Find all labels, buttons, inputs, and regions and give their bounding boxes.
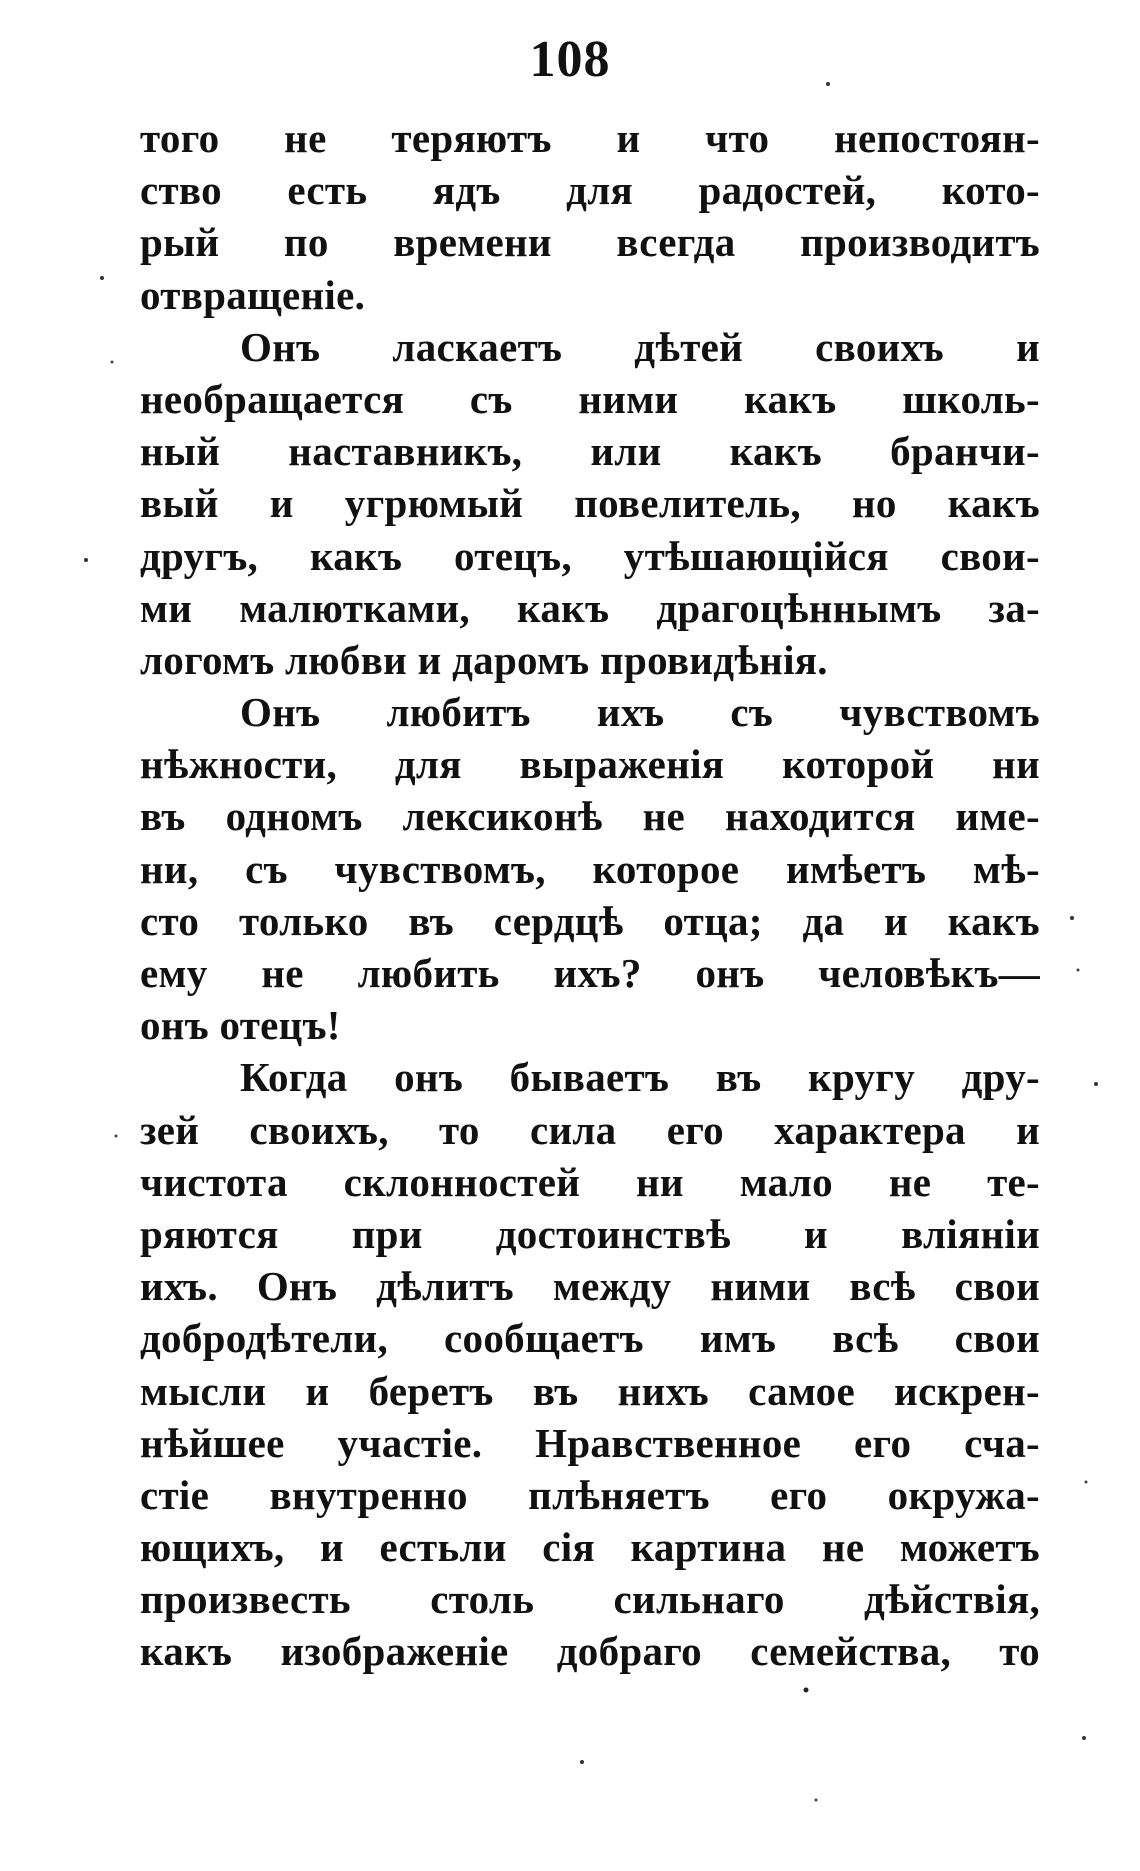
text-line: добродѣтели, сообщаетъ имъ всѣ свои [140, 1315, 1040, 1362]
page-number: 108 [529, 31, 611, 88]
body-text [140, 112, 1040, 1678]
text-line: произвесть столь сильнаго дѣйствія, [140, 1576, 1040, 1623]
paragraph-start-line: Когда онъ бываетъ въ кругу дру- [240, 1054, 1040, 1101]
text-line: ми малютками, какъ драгоцѣннымъ за- [140, 584, 1040, 631]
text-line: нѣйшее участіе. Нравственное его сча- [140, 1419, 1040, 1466]
text-line: другъ, какъ отецъ, утѣшающійся свои- [140, 532, 1040, 579]
text-line: чистота склонностей ни мало не те- [140, 1158, 1040, 1205]
text-line: ный наставникъ, или какъ бранчи- [140, 428, 1040, 475]
text-line: ряются при достоинствѣ и вліяніи [140, 1210, 1040, 1257]
text-line: ему не любить ихъ? онъ человѣкъ— [140, 950, 1040, 996]
text-line: какъ изображеніе добраго семейства, то [140, 1628, 1040, 1675]
paragraph-start-line: Онъ ласкаетъ дѣтей своихъ и [240, 323, 1040, 370]
text-line: ни, съ чувствомъ, которое имѣетъ мѣ- [140, 845, 1040, 892]
text-line: нѣжности, для выраженія которой ни [140, 741, 1040, 788]
text-line: того не теряютъ и что непостоян- [140, 115, 1040, 161]
paragraph-start-line: Онъ любитъ ихъ съ чувствомъ [240, 689, 1040, 736]
text-line: онъ отецъ! [140, 1002, 341, 1049]
text-line: вый и угрюмый повелитель, но какъ [140, 480, 1040, 527]
text-line: необращается съ ними какъ школь- [140, 375, 1040, 422]
text-line: отвращеніе. [140, 271, 366, 318]
text-line: стіе внутренно плѣняетъ его окружа- [140, 1471, 1040, 1518]
text-line: ющихъ, и естьли сія картина не можетъ [140, 1524, 1040, 1571]
text-line: зей своихъ, то сила его характера и [140, 1106, 1040, 1153]
text-line: въ одномъ лексиконѣ не находится име- [140, 793, 1040, 840]
text-line: мысли и беретъ въ нихъ самое искрен- [140, 1367, 1040, 1414]
text-line: ихъ. Онъ дѣлитъ между ними всѣ свои [140, 1263, 1040, 1310]
text-line: логомъ любви и даромъ провидѣнія. [140, 636, 828, 683]
text-line: ство есть ядъ для радостей, кото- [140, 167, 1040, 214]
text-line: сто только въ сердцѣ отца; да и какъ [140, 897, 1040, 944]
text-line: рый по времени всегда производитъ [140, 219, 1040, 266]
